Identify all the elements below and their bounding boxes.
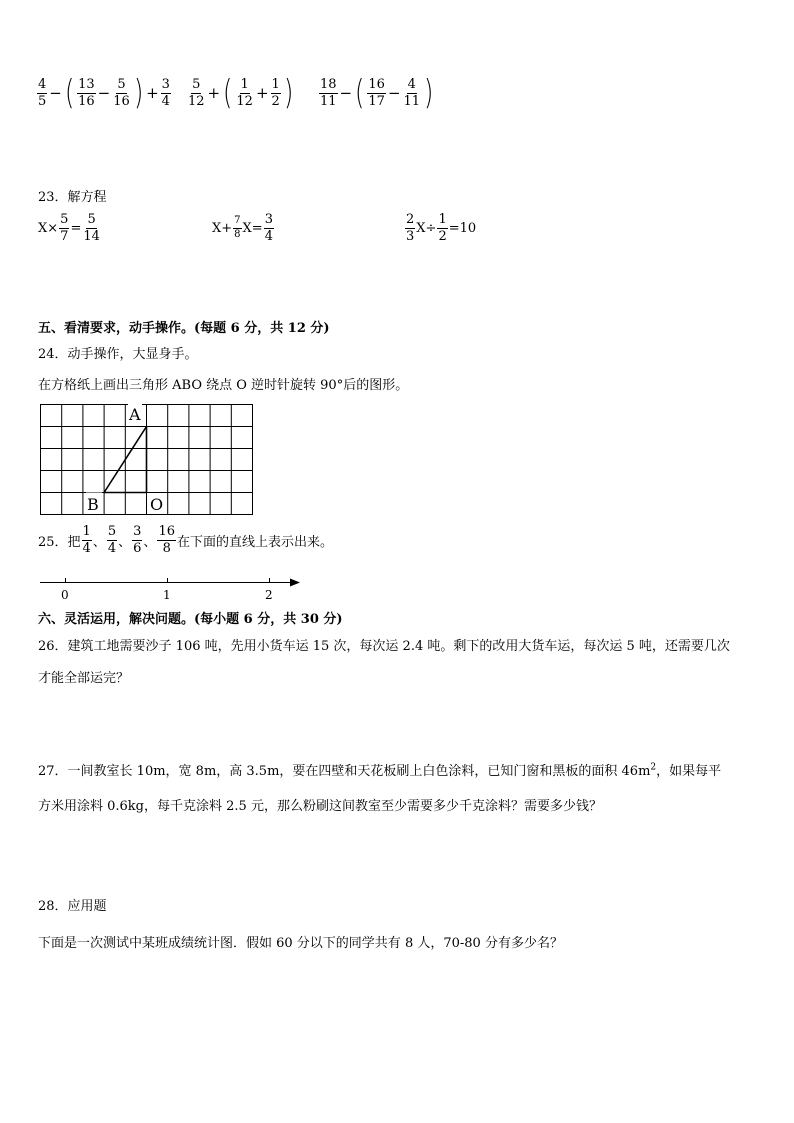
equation-1 [38, 213, 102, 243]
numerator: 3 [161, 76, 170, 92]
equation-3 [404, 213, 476, 243]
fraction [403, 78, 422, 108]
point-b-label: B [87, 495, 99, 514]
denominator: 6 [133, 540, 142, 556]
question-26-line-2: 才能全部运完？ [38, 671, 130, 686]
fraction [82, 213, 101, 243]
question-27-line-2: 方米用涂料 0.6kg，每千克涂料 2.5 元，那么粉刷这间教室至少需要多少千克涂料？需要多少钱？ [38, 799, 602, 814]
denominator: 12 [236, 93, 253, 109]
numerator: 16 [158, 524, 175, 539]
denominator: 8 [234, 228, 241, 240]
denominator: 14 [83, 228, 100, 244]
denominator: 8 [162, 540, 171, 556]
denominator: 16 [78, 93, 95, 109]
grid-figure [40, 404, 256, 516]
separator: 、 [92, 534, 106, 550]
tick-label-0: 0 [61, 588, 69, 602]
numerator: 16 [368, 76, 385, 92]
tick-label-1: 1 [163, 588, 171, 602]
denominator: 16 [113, 93, 130, 109]
right-paren: ) [133, 73, 144, 113]
section-5-heading: 五、看清要求，动手操作。(每题 6 分，共 12 分) [38, 321, 330, 336]
fraction [367, 78, 386, 108]
question-26-line-1: 26．建筑工地需要沙子 106 吨，先用小货车运 15 次，每次运 2.4 吨。剩下的改用大货车运，每次运 5 吨，还需要几次 [38, 639, 730, 654]
numerator: 5 [117, 76, 126, 92]
left-paren: ( [355, 73, 365, 113]
fraction [319, 78, 338, 108]
denominator: 4 [264, 228, 273, 244]
number-line-arrow [290, 579, 300, 587]
fraction [112, 78, 131, 108]
fraction [82, 525, 92, 555]
fraction [235, 78, 254, 108]
equation-text: X+ [212, 220, 233, 236]
denominator: 4 [107, 540, 117, 556]
question-25 [38, 525, 333, 555]
operator: − [97, 84, 111, 102]
left-paren: ( [223, 73, 233, 113]
numerator: 5 [107, 524, 117, 539]
denominator: 3 [406, 228, 415, 244]
question-27-text: 27．一间教室长 10m，宽 8m，高 3.5m，要在四壁和天花板刷上白色涂料，已知门窗和黑板的面积 46m [38, 764, 651, 779]
operator: + [207, 84, 221, 102]
operator: + [255, 84, 269, 102]
equation-text: X= [242, 220, 263, 236]
expression-2 [186, 73, 295, 113]
point-o-label: O [150, 495, 164, 514]
question-25-prefix: 25．把 [38, 534, 81, 550]
fraction [264, 213, 274, 243]
denominator: 17 [368, 93, 385, 109]
equation-text: X× [38, 220, 59, 236]
fraction [77, 78, 96, 108]
numerator: 1 [82, 524, 91, 539]
fraction [271, 78, 281, 108]
denominator: 2 [438, 228, 447, 244]
tick-label-2: 2 [265, 588, 273, 602]
fraction [405, 213, 415, 243]
fraction [37, 78, 47, 108]
numerator: 3 [264, 212, 273, 227]
numerator: 2 [406, 212, 415, 227]
numerator: 13 [78, 76, 95, 92]
separator: 、 [143, 534, 157, 550]
question-27-text: ，如果每平 [656, 764, 722, 779]
numerator: 18 [320, 76, 337, 92]
fraction [233, 216, 241, 240]
denominator: 11 [403, 93, 421, 109]
equation-text: =10 [448, 220, 477, 236]
denominator: 11 [320, 93, 337, 109]
fraction [157, 525, 176, 555]
numerator: 1 [438, 212, 447, 227]
left-paren: ( [64, 73, 75, 113]
question-24-description: 在方格纸上画出三角形 ABO 绕点 O 逆时针旋转 90°后的图形。 [38, 378, 409, 393]
point-a-label: A [129, 405, 141, 424]
fraction [187, 78, 206, 108]
superscript: 2 [650, 762, 657, 773]
operator: − [49, 84, 62, 102]
expression-1 [36, 73, 172, 113]
denominator: 4 [161, 93, 170, 109]
operator: − [387, 84, 401, 102]
question-25-suffix: 在下面的直线上表示出来。 [176, 534, 333, 550]
equation-text: X÷ [416, 220, 437, 236]
fraction [161, 78, 171, 108]
right-paren: ) [424, 73, 434, 113]
numerator: 4 [38, 76, 47, 92]
question-24-title: 24．动手操作，大显身手。 [38, 347, 198, 362]
equation-2 [212, 213, 275, 243]
operator: − [339, 84, 353, 102]
denominator: 2 [271, 93, 280, 109]
denominator: 7 [60, 228, 69, 244]
numerator: 5 [60, 212, 69, 227]
right-paren: ) [283, 73, 294, 113]
numerator: 5 [87, 212, 96, 227]
fraction [437, 213, 447, 243]
numerator: 1 [271, 76, 280, 92]
denominator: 5 [38, 93, 47, 109]
section-6-heading: 六、灵活运用，解决问题。(每小题 6 分，共 30 分) [38, 612, 343, 627]
operator: + [146, 84, 159, 102]
equals-sign: = [70, 220, 82, 236]
numerator: 3 [133, 524, 142, 539]
separator: 、 [118, 534, 132, 550]
fraction [107, 525, 117, 555]
numerator: 7 [233, 216, 241, 229]
number-line [38, 572, 302, 602]
denominator: 4 [82, 540, 91, 556]
question-23-title: 23．解方程 [38, 190, 107, 205]
question-28-description: 下面是一次测试中某班成绩统计图．假如 60 分以下的同学共有 8 人，70-80 分有多少名？ [38, 936, 563, 951]
question-28-title: 28．应用题 [38, 899, 107, 914]
expression-3 [318, 73, 435, 113]
fraction [132, 525, 142, 555]
fraction [59, 213, 69, 243]
question-27-line-1 [38, 760, 721, 779]
numerator: 4 [407, 76, 416, 92]
numerator: 5 [192, 76, 201, 92]
denominator: 12 [188, 93, 205, 109]
numerator: 1 [240, 76, 249, 92]
